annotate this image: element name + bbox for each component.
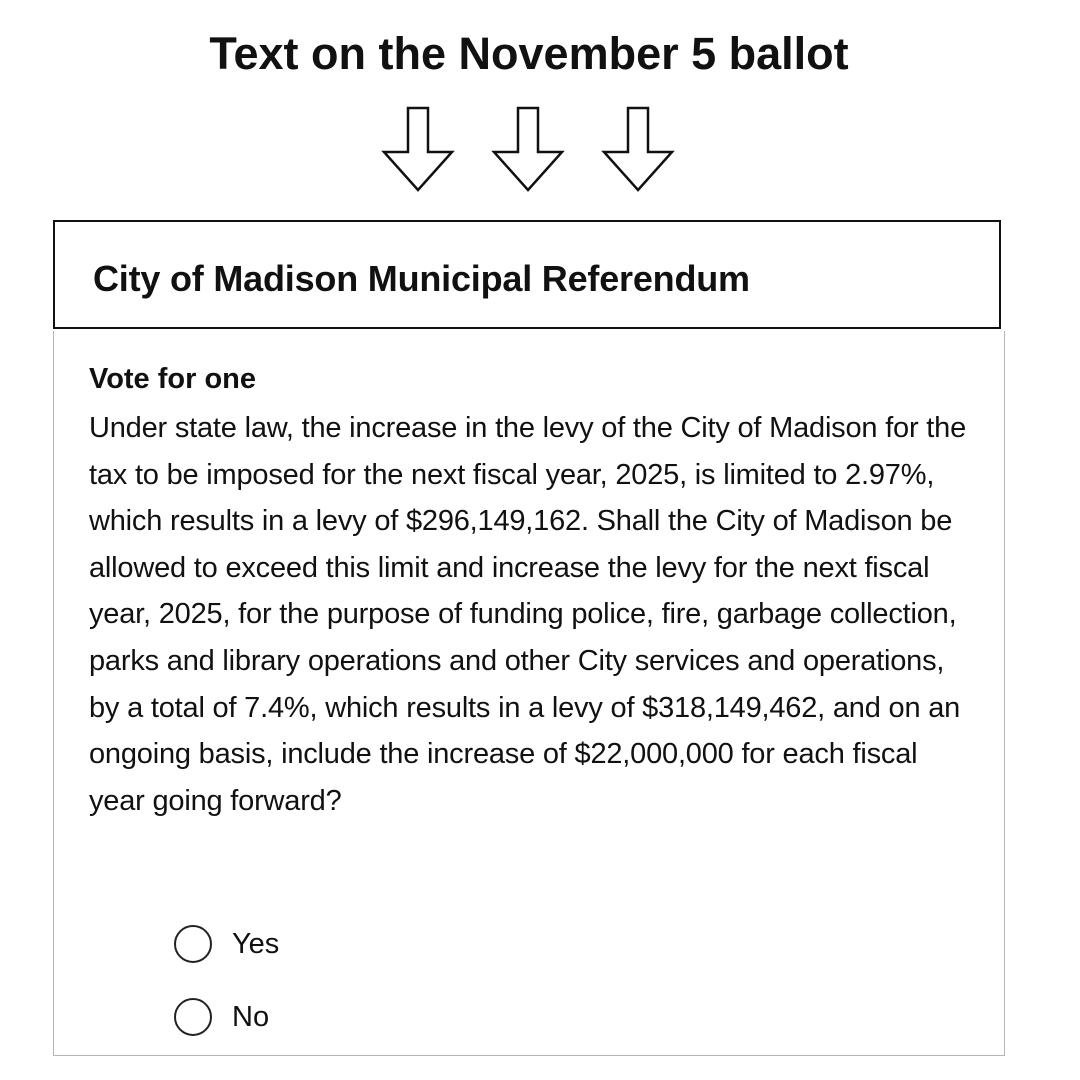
down-arrow-icon [600, 106, 676, 194]
down-arrows [380, 106, 680, 198]
ballot-title: City of Madison Municipal Referendum [93, 258, 750, 299]
option-yes[interactable] [174, 923, 279, 965]
ballot-header [53, 220, 1001, 329]
yes-radio-button[interactable] [174, 925, 212, 963]
option-no-label: No [232, 1001, 270, 1033]
down-arrow-icon [490, 106, 566, 194]
down-arrow-icon [380, 106, 456, 194]
no-radio-button[interactable] [174, 998, 212, 1036]
option-no[interactable] [174, 996, 269, 1038]
referendum-question: Under state law, the increase in the levy of the City of Madison for the tax to be imposed for the next fiscal year, 2025, is limited to 2.97%, which results in a levy of $296,149,162. Shall the City of Madison be allowed to exceed this limit and increase the levy for the next fiscal year, 2025, for the purpose of funding police, fire, garbage collection, parks and library operations and other City services and operations, by a total of 7.4%, which results in a levy of $318,149,462, and on an ongoing basis, include the increase of $22,000,000 for each fiscal year going forward? [89, 412, 967, 817]
page-title: Text on the November 5 ballot [209, 28, 849, 79]
vote-instruction: Vote for one [89, 363, 257, 395]
ballot-body [53, 331, 1005, 1056]
option-yes-label: Yes [232, 928, 280, 960]
